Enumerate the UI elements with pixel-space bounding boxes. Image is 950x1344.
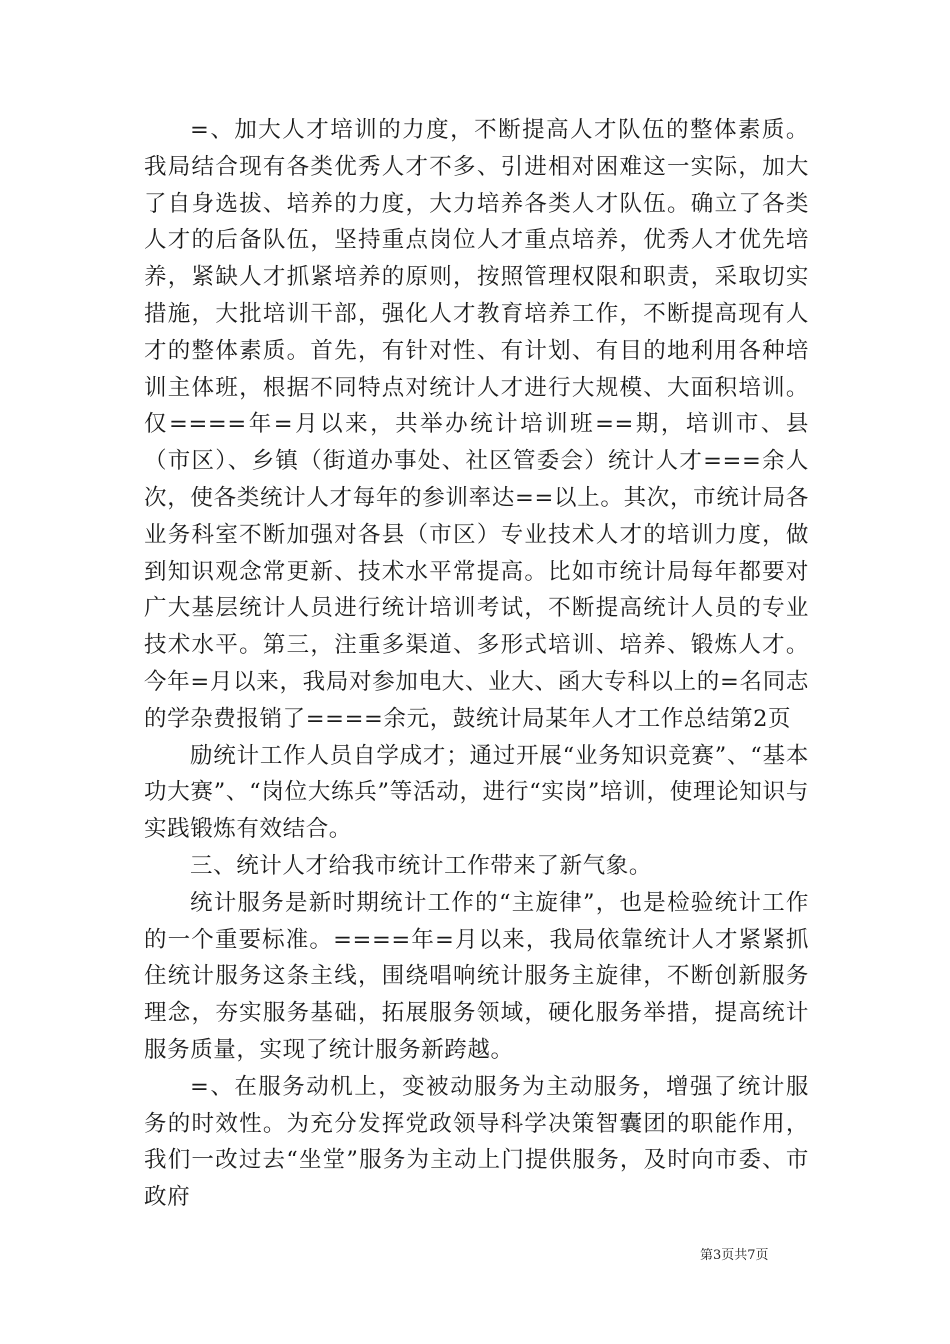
paragraph-talent-training: =、加大人才培训的力度，不断提高人才队伍的整体素质。我局结合现有各类优秀人才不多、引进相对困难这一实际，加大了自身选拔、培养的力度，大力培养各类人才队伍。确立了各类人才的后备队伍，坚持重点岗位人才重点培养，优秀人才优先培养，紧缺人才抓紧培养的原则，按照管理权限和职责，采取切实措施，大批培训干部，强化人才教育培养工作，不断提高现有人才的整体素质。首先，有针对性、有计划、有目的地利用各种培训主体班，根据不同特点对统计人才进行大规模、大面积培训。仅====年=月以来，共举办统计培训班==期，培训市、县（市区）、乡镇（街道办事处、社区管委会）统计人才===余人次，使各类统计人才每年的参训率达==以上。其次，市统计局各业务科室不断加强对各县（市区）专业技术人才的培训力度，做到知识观念常更新、技术水平常提高。比如市统计局每年都要对广大基层统计人员进行统计培训考试，不断提高统计人员的专业技术水平。第三，注重多渠道、多形式培训、培养、锻炼人才。今年=月以来，我局对参加电大、业大、函大专科以上的=名同志的学杂费报销了====余元，鼓统计局某年人才工作总结第2页 <box>144 117 809 732</box>
paragraph-service-motivation: =、在服务动机上，变被动服务为主动服务，增强了统计服务的时效性。为充分发挥党政领导科学决策智囊团的职能作用，我们一改过去“坐堂”服务为主动上门提供服务，及时向市委、市政府 <box>144 1073 809 1211</box>
paragraph-self-study: 励统计工作人员自学成才；通过开展“业务知识竞赛”、“基本功大赛”、“岗位大练兵”等活动，进行“实岗”培训，使理论知识与实践锻炼有效结合。 <box>144 742 809 843</box>
document-body <box>144 112 809 1216</box>
paragraph-statistical-service: 统计服务是新时期统计工作的“主旋律”，也是检验统计工作的一个重要标准。====年=月以来，我局依靠统计人才紧紧抓住统计服务这条主线，围绕唱响统计服务主旋律，不断创新服务理念，夯实服务基础，拓展服务领域，硬化服务举措，提高统计服务质量，实现了统计服务新跨越。 <box>144 889 809 1063</box>
section-heading-new-look: 三、统计人才给我市统计工作带来了新气象。 <box>190 852 653 879</box>
page-number-footer: 第3页共7页 <box>700 1248 769 1263</box>
